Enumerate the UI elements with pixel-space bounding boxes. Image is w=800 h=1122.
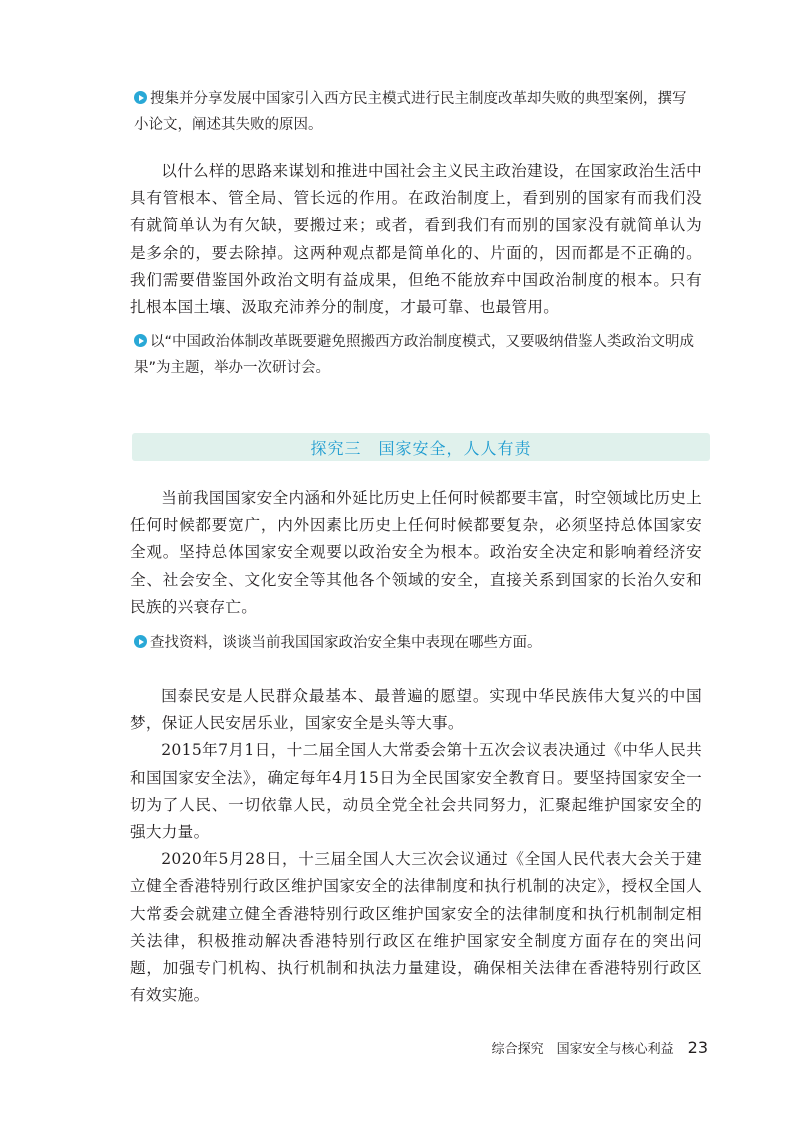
body-paragraph-2 (130, 485, 702, 621)
paragraph-text: 以什么样的思路来谋划和推进中国社会主义民主政治建设，在国家政治生活中具有管根本、管全局、管长远的作用。在政治制度上，看到别的国家有而我们没有就简单认为有欠缺，要搬过来；或者，看到我们有而别的国家没有就简单认为是多余的，要去除掉。这两种观点都是简单化的、片面的，因而都是不正确的。我们需要借鉴国外政治文明有益成果，但绝不能放弃中国政治制度的根本。只有扎根本国土壤、汲取充沛养分的制度，才最可靠、也最管用。 (130, 162, 702, 317)
paragraph-text: 国泰民安是人民群众最基本、最普遍的愿望。实现中华民族伟大复兴的中国梦，保证人民安居乐业，国家安全是头等大事。 (130, 687, 702, 733)
page-number: 23 (687, 1038, 708, 1057)
section-header (132, 433, 710, 461)
arrow-icon (134, 635, 147, 648)
page-footer (492, 1038, 708, 1057)
activity-text: 查找资料，谈谈当前我国国家政治安全集中表现在哪些方面。 (150, 635, 542, 651)
activity-prompt-2 (134, 329, 694, 381)
paragraph-text: 2020年5月28日，十三届全国人大三次会议通过《全国人民代表大会关于建立健全香港特别行政区维护国家安全的法律制度和执行机制的决定》，授权全国人大常委会就建立健全香港特别行政区维护国家安全的法律制度和执行机制制定相关法律，积极推动解决香港特别行政区在维护国家安全制度方面存在的突出问题，加强专门机构、执行机制和执法力量建设，确保相关法律在香港特别行政区有效实施。 (130, 850, 702, 1005)
activity-prompt-3 (134, 630, 694, 656)
arrow-icon (134, 91, 147, 104)
section-title: 探究三 国家安全，人人有责 (310, 439, 532, 458)
activity-text: 搜集并分享发展中国家引入西方民主模式进行民主制度改革却失败的典型案例，撰写小论文，阐述其失败的原因。 (134, 91, 687, 133)
footer-text: 综合探究 国家安全与核心利益 (491, 1042, 674, 1057)
activity-text: 以“中国政治体制改革既要避免照搬西方政治制度模式，又要吸纳借鉴人类政治文明成果”为主题，举办一次研讨会。 (134, 334, 695, 376)
activity-prompt-1 (134, 86, 694, 138)
body-paragraph-1 (130, 158, 702, 321)
paragraph-text: 当前我国国家安全内涵和外延比历史上任何时候都要丰富，时空领域比历史上任何时候都要宽广，内外因素比历史上任何时候都要复杂，必须坚持总体国家安全观。坚持总体国家安全观要以政治安全为根本。政治安全决定和影响着经济安全、社会安全、文化安全等其他各个领域的安全，直接关系到国家的长治久安和民族的兴衰存亡。 (130, 489, 702, 616)
paragraph-text: 2015年7月1日，十二届全国人大常委会第十五次会议表决通过《中华人民共和国国家安全法》，确定每年4月15日为全民国家安全教育日。要坚持国家安全一切为了人民、一切依靠人民，动员全党全社会共同努力，汇聚起维护国家安全的强大力量。 (130, 741, 702, 842)
body-paragraph-3 (130, 683, 702, 1009)
arrow-icon (134, 334, 147, 347)
